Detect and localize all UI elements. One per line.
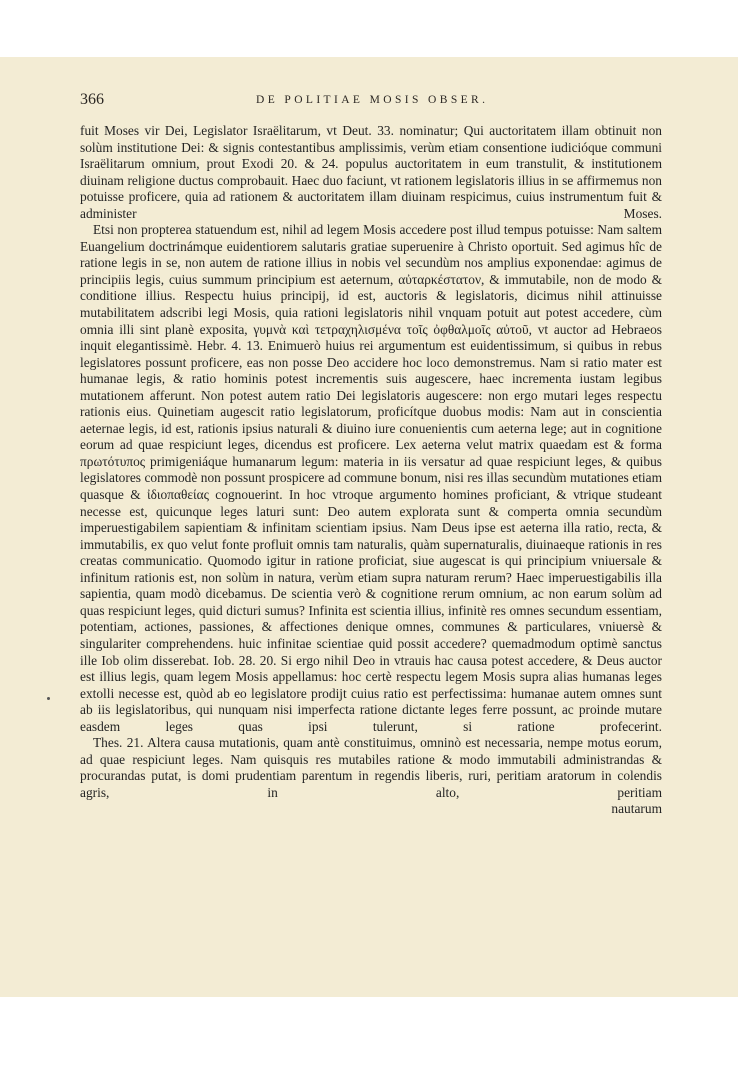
running-title: DE POLITIAE MOSIS OBSER. (256, 94, 489, 106)
margin-mark (47, 697, 50, 700)
paragraph: Etsi non propterea statuendum est, nihil ad legem Mosis accedere post illud tempus potuisse: Nam saltem Euangelium doctrinámque euidentiorem salutaris gratiae superuenire à Christo oportuit. Sed agimus hîc de ratione legis in se, non autem de ratione illius in nobis vel secundùm nos amplius exponendae: agimus de principiis legis, cuius summum principium est aeternum, αὐταρκέστατον, & immutabile, non de modo & conditione illius. Respectu huius principij, id est, auctoris & legislatoris, dicimus nihil attinuisse mutabilitatem adscribi legi Mosis, quia rationi legislatoris nihil vnquam potuit aut potest accedere, cùm omnia illi sint planè exposita, γυμνὰ καὶ τετραχηλισμένα τοῖς ὀφθαλμοῖς αὐτοῦ, vt auctor ad Hebraeos inquit elegantissimè. Hebr. 4. 13. Enimuerò huius rei argumentum est euidentissimum, si quibus in rebus legislatores possunt proficere, eas non posse Deo accidere hoc loco demonstremus. Nam si ratio mater est humanae legis, & ratio hominis potest incrementis suis augescere, haec incrementa iustam legibus mutationem afferunt. Non potest autem ratio Dei legislatoris augescere: non ergo mutari leges respectu rationis eius. Quinetiam augescit ratio legislatorum, proficítque duobus modis: Nam aut in conscientia aeternae legis, id est, rationis ipsius naturali & diuino iure conuenientis cum aeterna lege; aut in cognitione eorum ad quae respiciunt leges, dicendus est proficere. Lex aeterna velut matrix quaedam est & forma πρωτότυπος primigeniáque humanarum legum: materia in iis versatur ad quae respiciunt leges, & quibus legislatores commodè non possunt prospicere ad commune bonum, nisi res illas secundùm mutationes etiam quasque & ἰδιοπαθείας cognouerint. In hoc vtroque argumento homines proficiant, & vtrique studeant necesse est, quicunque leges laturi sunt: Deo autem explorata sunt & comperta omnia secundùm imperuestigabilem sapientiam & infinitam scientiam ipsius. Nam Deus ipse est aeterna illa ratio, recta, & immutabilis, ex quo velut fonte profluit omnis tam naturalis, quàm supernaturalis, diuinaeque rationis in res creatas communicatio. Quomodo igitur in ratione proficiat, siue augescat is qui principium vniuersale & infinitum rationis est, non solùm in natura, verùm etiam supra naturam rerum? Haec imperuestigabilis illa sapientia, quam modò dicebamus. De scientia verò & cognitione rerum omnium, ac non earum solùm ad quas respiciunt leges, quid dicturi sumus? Infinita est scientia illius, infinitè res omnes secundum essentiam, potentiam, actiones, passiones, & affectiones denique omnes, communes & particulares, vniuersè & singulariter comprehendens. huic infinitae scientiae quid possit accedere? quemadmodum optimè sanctus ille Iob olim disserebat. Iob. 28. 20. Si ergo nihil Deo in vtrauis hac causa potest accedere, & Deus auctor est illius legis, quam legem Mosis appellamus: hoc certè respectu legem Mosis supra alias humanas leges extolli necesse est, quòd ab eo legislatore prodijt cuius ratio est perfectissima: humanae autem omnes sunt ab iis legislatoribus, qui nunquam nisi imperfecta ratione dictante leges ferre possunt, ac proinde mutare easdem leges quas ipsi tulerunt, si ratione profecerint. (80, 222, 662, 734)
paragraph: Thes. 21. Altera causa mutationis, quam antè constituimus, omninò est necessaria, nempe motus eorum, ad quae respiciunt leges. Nam quisquis res mutabiles ratione & modo immutabili administrandas & procurandas putat, is domi prudentiam parentum in regendis liberis, ruri, peritiam aratorum in colendis agris, in alto, peritiam (80, 735, 662, 800)
running-head (80, 91, 662, 113)
book-page (0, 57, 738, 997)
page-number: 366 (80, 91, 104, 108)
paragraph: fuit Moses vir Dei, Legislator Israëlitarum, vt Deut. 33. nominatur; Qui auctoritatem illam obtinuit non solùm institutione Dei: & signis contestantibus amplissimis, verùm etiam consentione iudicióque communi Israëlitarum omnium, prout Exodi 20. & 24. populus auctoritatem in eum transtulit, & institutionem diuinam religione ductus comprobauit. Haec duo faciunt, vt rationem legislatoris illius in se affirmemus non potuisse proficere, quia ad rationem & auctoritatem illam diuinam respicimus, cuius instrumentum fuit & administer Moses. (80, 123, 662, 221)
catchword: nautarum (611, 801, 662, 817)
body-text (80, 123, 662, 818)
